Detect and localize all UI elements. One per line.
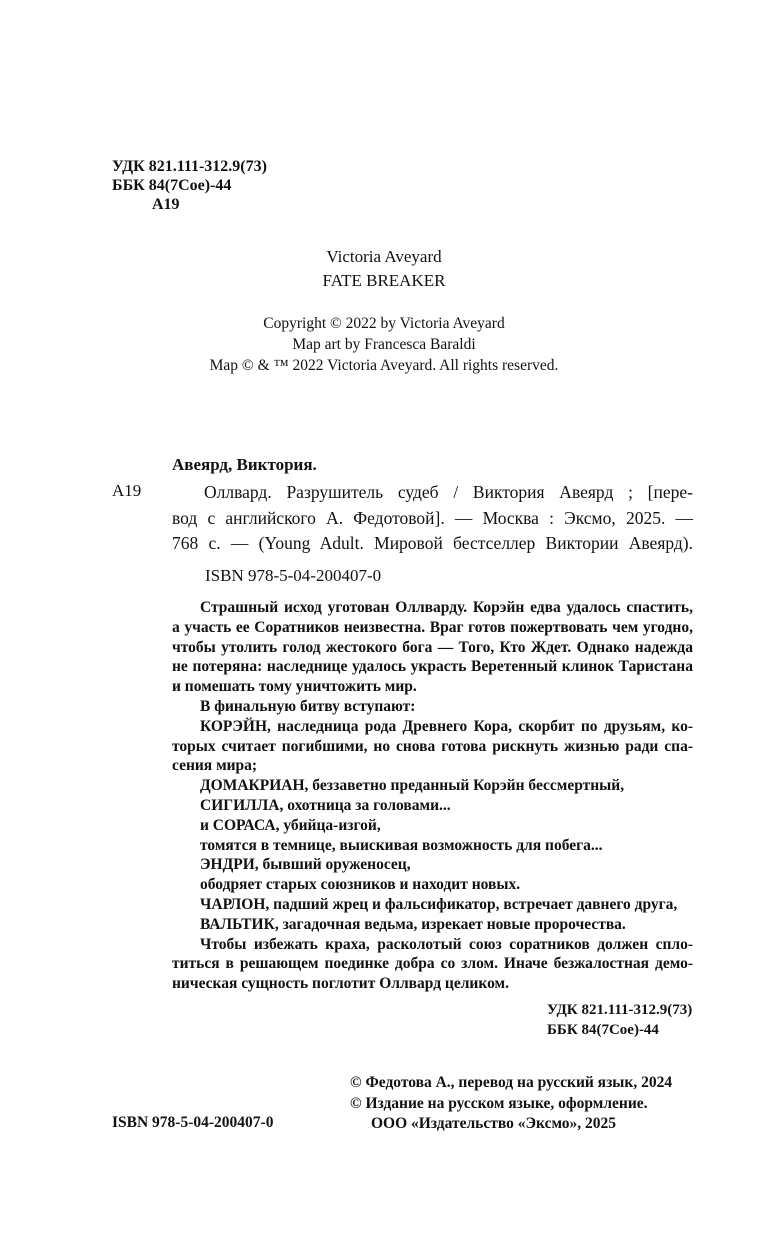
description-line: вод с английского А. Федотовой]. — Москва : Эксмо, 2025. — xyxy=(172,507,693,528)
classification-codes-bottom xyxy=(547,1000,692,1040)
annotation-final-line: титься в решающем поединке добра со злом. Иначе безжалостная демо- xyxy=(172,955,693,973)
isbn-bottom: ISBN 978-5-04-200407-0 xyxy=(112,1114,274,1131)
character-line: и СОРАСА, убийца-изгой, xyxy=(200,816,381,834)
character-line: сения мира; xyxy=(172,757,258,775)
annotation-line: Страшный исход уготован Оллварду. Корэйн едва удалось спастить, xyxy=(200,599,693,616)
description-line: Оллвард. Разрушитель судеб / Виктория Авеярд ; [пере- xyxy=(204,482,693,502)
description-line: 768 с. — (Young Adult. Мировой бестселлер Виктории Авеярд). xyxy=(172,533,693,553)
original-copyright-block xyxy=(0,313,768,376)
bibliographic-index: А19 xyxy=(112,481,142,500)
bibliographic-author-heading: Авеярд, Виктория. xyxy=(172,455,317,474)
udk-code: УДК 821.111-312.9(73) xyxy=(547,1002,693,1018)
publisher-copyright: ООО «Издательство «Эксмо», 2025 xyxy=(371,1115,617,1132)
character-line: КОРЭЙН, наследница рода Древнего Кора, скорбит по друзьям, ко- xyxy=(200,717,693,735)
original-author: Victoria Aveyard xyxy=(326,247,442,266)
original-title-block xyxy=(0,245,768,293)
annotation-line: а участь ее Соратников неизвестна. Враг готов пожертвовать чем угодно, xyxy=(172,618,693,636)
character-line: торых считает погибшими, но снова готова рискнуть жизнью ради спа- xyxy=(172,737,693,755)
character-line: ЧАРЛОН, падший жрец и фальсификатор, встречает давнего друга, xyxy=(200,895,678,913)
bbk-code: ББК 84(7Сое)-44 xyxy=(547,1022,659,1038)
character-line: ДОМАКРИАН, беззаветно преданный Корэйн бессмертный, xyxy=(200,777,625,795)
annotation-line: чтобы утолить голод жестокого бога — Того, Кто Ждет. Однако надежда xyxy=(172,638,693,656)
character-line: ЭНДРИ, бывший оруженосец, xyxy=(200,856,411,874)
annotation-intro: В финальную битву вступают: xyxy=(200,697,416,715)
edition-copyright: © Издание на русском языке, оформление. xyxy=(350,1094,648,1112)
russian-copyright-block xyxy=(350,1073,672,1135)
copyright-line: Map art by Francesca Baraldi xyxy=(292,336,476,353)
bbk-code: ББК 84(7Сое)-44 xyxy=(112,177,232,194)
bibliographic-isbn: ISBN 978-5-04-200407-0 xyxy=(205,566,382,585)
copyright-line: Copyright © 2022 by Victoria Aveyard xyxy=(263,315,505,332)
annotation-line: не потеряна: наследнице удалось украсть Веретенный клинок Таристана xyxy=(172,658,693,676)
author-mark: А19 xyxy=(152,196,180,213)
annotation xyxy=(172,598,693,994)
annotation-line: и помешать тому уничтожить мир. xyxy=(172,678,417,696)
character-line: ободряет старых союзников и находит новых. xyxy=(200,876,521,894)
original-title: FATE BREAKER xyxy=(322,271,446,290)
bibliographic-description xyxy=(172,480,693,557)
character-line: СИГИЛЛА, охотница за головами... xyxy=(200,796,451,814)
udk-code: УДК 821.111-312.9(73) xyxy=(112,158,267,175)
character-line: томятся в темнице, выискивая возможность для побега... xyxy=(200,836,603,854)
copyright-line: Map © & ™ 2022 Victoria Aveyard. All rights reserved. xyxy=(209,357,559,374)
classification-codes-top xyxy=(112,157,267,214)
translation-copyright: © Федотова А., перевод на русский язык, 2024 xyxy=(350,1074,673,1091)
annotation-final-line: Чтобы избежать краха, расколотый союз соратников должен спло- xyxy=(200,935,693,953)
annotation-final-line: ническая сущность поглотит Оллвард целиком. xyxy=(172,975,509,993)
character-line: ВАЛЬТИК, загадочная ведьма, изрекает новые пророчества. xyxy=(200,915,626,933)
